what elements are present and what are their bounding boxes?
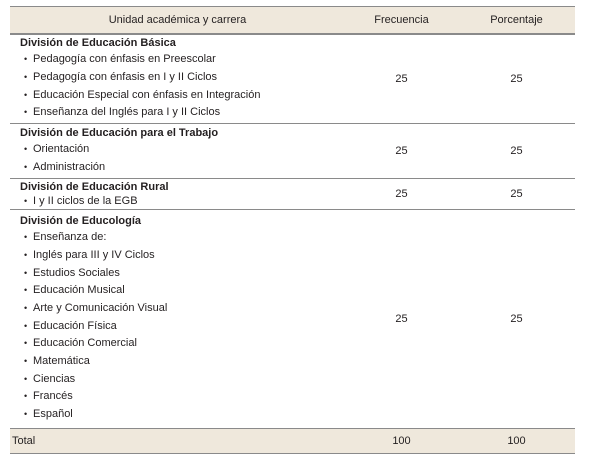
frequency-cell: 25 [395,145,408,157]
list-item: • Educación Comercial [20,335,345,353]
bullet-icon: • [24,54,28,65]
list-item: • Educación Musical [20,282,345,300]
list-item: • Español [20,406,345,424]
list-item: • Orientación [20,141,345,159]
bullet-icon: • [24,356,28,367]
bullet-icon: • [24,89,28,100]
bullet-icon: • [24,338,28,349]
list-item: • Pedagogía con énfasis en I y II Ciclos [20,69,345,87]
list-item-intro: • Enseñanza de: [20,229,345,247]
bullet-icon: • [24,195,28,206]
bullet-icon: • [24,232,28,243]
list-item: • I y II ciclos de la EGB [24,194,138,207]
total-percentage: 100 [507,435,526,447]
list-item: • Ciencias [20,371,345,389]
total-label: Total [12,435,36,447]
data-table [10,6,575,454]
list-item: • Enseñanza del Inglés para I y II Ciclos [20,104,345,122]
unit-cell [10,211,345,427]
list-item: • Administración [20,159,345,177]
bullet-icon: • [24,249,28,260]
bullet-icon: • [24,107,28,118]
percentage-cell: 25 [510,145,523,157]
group-title: División de Educología [20,215,142,228]
bullet-icon: • [24,320,28,331]
list-item: • Estudios Sociales [20,265,345,283]
group-title: División de Educación Rural [20,180,169,193]
group-title: División de Educación para el Trabajo [20,126,219,139]
list-item: • Educación Física [20,318,345,336]
bullet-icon: • [24,302,28,313]
list-item: • Matemática [20,353,345,371]
bullet-icon: • [24,161,28,172]
frequency-cell: 25 [395,73,408,85]
bullet-icon: • [24,391,28,402]
table-row-rural [10,179,575,210]
header-unit: Unidad académica y carrera [108,14,247,26]
unit-cell [10,177,345,212]
percentage-cell: 25 [510,73,523,85]
bullet-icon: • [24,143,28,154]
table-header [10,6,575,34]
group-title: División de Educación Básica [20,37,176,50]
bullet-icon: • [24,285,28,296]
list-item: • Pedagogía con énfasis en Preescolar [20,51,345,69]
header-frequency: Frecuencia [374,14,429,26]
table-row-trabajo [10,124,575,179]
list-item: • Francés [20,388,345,406]
percentage-cell: 25 [510,188,523,200]
header-percentage: Porcentaje [490,14,543,26]
frequency-cell: 25 [395,313,408,325]
frequency-cell: 25 [395,188,408,200]
table-row-total [10,429,575,454]
table-row-basica [10,34,575,124]
bullet-icon: • [24,373,28,384]
list-item: • Educación Especial con énfasis en Integración [20,87,345,105]
table-row-educologia [10,210,575,429]
list-item: • Arte y Comunicación Visual [20,300,345,318]
percentage-cell: 25 [510,313,523,325]
unit-cell [10,123,345,179]
unit-cell [10,33,345,125]
total-frequency: 100 [392,435,411,447]
bullet-icon: • [24,409,28,420]
list-item: • Inglés para III y IV Ciclos [20,247,345,265]
bullet-icon: • [24,267,28,278]
bullet-icon: • [24,71,28,82]
